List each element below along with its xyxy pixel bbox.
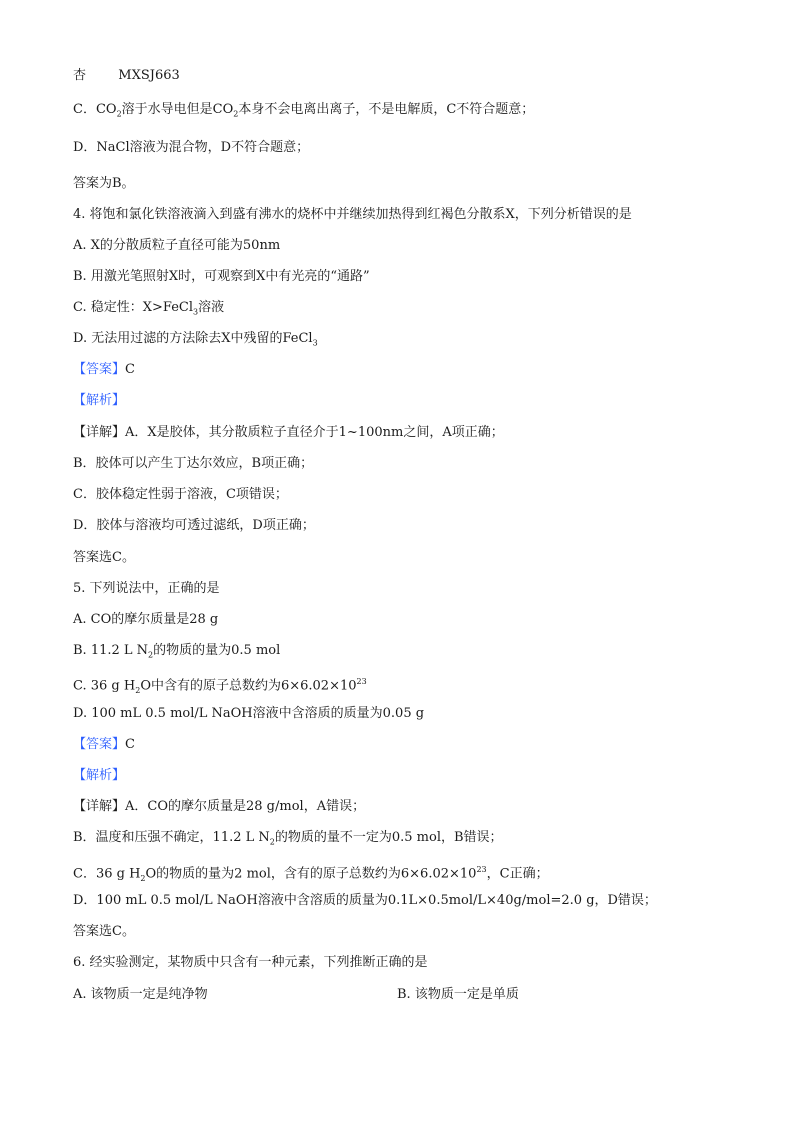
q4-final: 答案选C。 [73, 550, 135, 565]
q5-option-b: B. 11.2 L $N_2$的物质的量为0.5 mol [73, 643, 281, 660]
q5-final: 答案选C。 [73, 924, 135, 939]
q4-detail-a: 【详解】A．X是胶体，其分散质粒子直径介于1~100nm之间，A项正确； [73, 425, 504, 440]
q3-answer: 答案为B。 [73, 176, 135, 191]
q6-option-a: A. 该物质一定是纯净物 [73, 987, 208, 1002]
q4-detail-b: B．胶体可以产生丁达尔效应，B项正确； [73, 456, 314, 471]
q5-answer-line [73, 736, 135, 754]
q4-answer: C [125, 362, 135, 377]
q6-option-b: B. 该物质一定是单质 [397, 987, 519, 1002]
q5-analysis-tag: 【解析】 [73, 768, 126, 783]
q4-answer-line [73, 361, 135, 379]
header-char: 杏 [73, 68, 87, 83]
q3-option-d-explain: D．NaCl溶液为混合物，D不符合题意； [73, 140, 310, 155]
q5-option-c: C. 36 g $H_2O$中含有的原子总数约为$6\times 6.02\times 10^{23}$ [73, 677, 367, 695]
q5-detail-d: D．100 mL 0.5 mol/L NaOH溶液中含溶质的质量为0.1L×0.5mol/L×40g/mol=2.0 g，D错误； [73, 893, 657, 908]
q5-detail-b: B．温度和压强不确定，11.2 L $N_2$的物质的量不一定为0.5 mol，B错误； [73, 830, 503, 847]
q5-option-a: A. CO的摩尔质量是28 g [73, 612, 219, 627]
answer-tag: 【答案】 [73, 362, 126, 377]
q5-detail-c: C．36 g $H_2O$的物质的量为2 mol，含有的原子总数约为$6\times 6.02\times 10^{23}$，C正确； [73, 865, 549, 883]
q3-option-c-explain: C．$CO_2$溶于水导电但是$CO_2$本身不会电离出离子，不是电解质，C不符合题意； [73, 102, 535, 119]
answer-tag: 【答案】 [73, 737, 126, 752]
q4-option-b: B. 用激光笔照射X时，可观察到X中有光亮的“通路” [73, 269, 370, 284]
q4-detail-c: C．胶体稳定性弱于溶液，C项错误； [73, 487, 288, 502]
q4-option-d: D. 无法用过滤的方法除去X中残留的FeCl$_3$ [73, 331, 318, 348]
q5-detail-a: 【详解】A．CO的摩尔质量是28 g/mol，A错误； [73, 799, 366, 814]
header-line [73, 67, 180, 85]
q5-answer: C [125, 737, 135, 752]
q6-stem: 6. 经实验测定，某物质中只含有一种元素，下列推断正确的是 [73, 955, 428, 970]
q4-analysis-tag: 【解析】 [73, 393, 126, 408]
header-code: MXSJ663 [118, 68, 180, 83]
q4-detail-d: D．胶体与溶液均可透过滤纸，D项正确； [73, 518, 315, 533]
q5-option-d: D. 100 mL 0.5 mol/L NaOH溶液中含溶质的质量为0.05 g [73, 706, 425, 721]
q4-option-a: A. X的分散质粒子直径可能为50nm [73, 238, 281, 253]
q5-stem: 5. 下列说法中，正确的是 [73, 581, 220, 596]
q4-option-c: C. 稳定性：X>FeCl$_3$溶液 [73, 300, 225, 317]
q4-stem: 4. 将饱和氯化铁溶液滴入到盛有沸水的烧杯中并继续加热得到红褐色分散系X，下列分析错误的是 [73, 207, 632, 222]
